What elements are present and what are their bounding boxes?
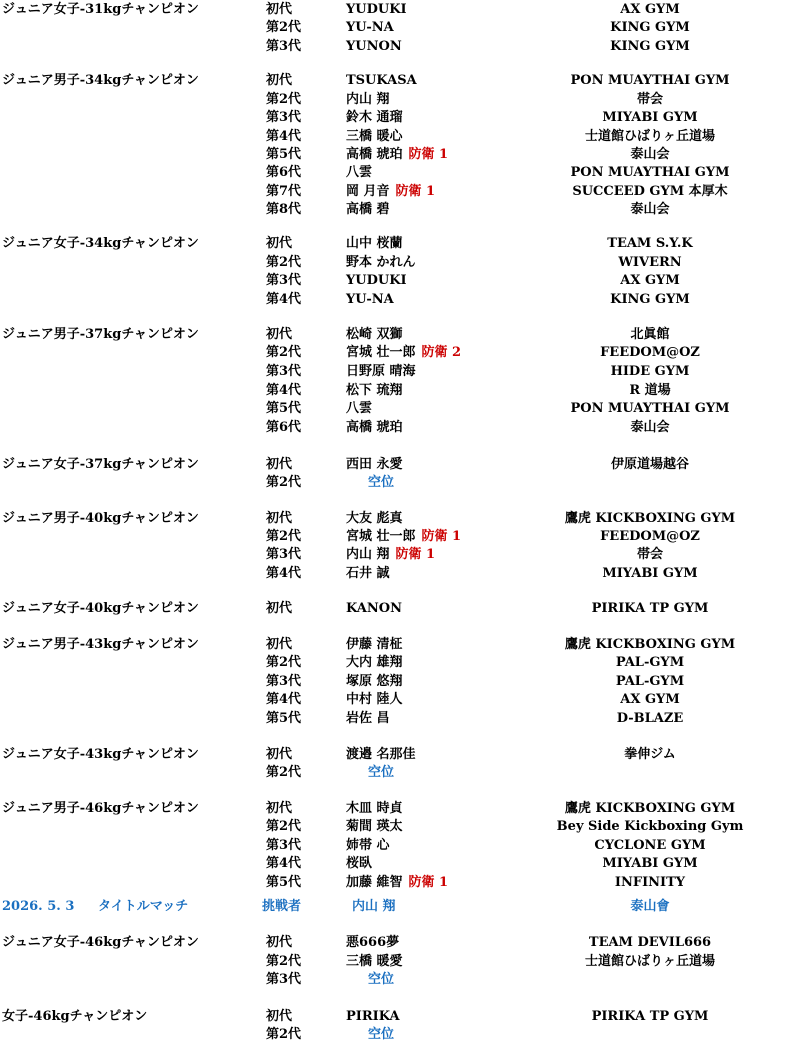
champion-name-text: TSUKASA	[346, 73, 417, 88]
champion-name-text: 渡邉 名那佳	[346, 747, 416, 762]
champion-name	[346, 164, 372, 182]
champion-row	[0, 164, 798, 182]
generation-label: 第4代	[266, 566, 302, 581]
champion-name-text: 木皿 時貞	[346, 801, 403, 816]
gym-name: 士道館ひばりヶ丘道場	[584, 954, 716, 969]
gym-name: AX GYM	[620, 692, 680, 707]
generation-label: 初代	[266, 511, 293, 526]
gym-name: SUCCEED GYM 本厚木	[572, 184, 728, 199]
gym-name: PAL-GYM	[615, 674, 685, 689]
champion-row	[0, 673, 798, 691]
champion-name	[346, 291, 394, 309]
division-title: ジュニア女子-40kgチャンピオン	[2, 601, 199, 616]
champion-name	[346, 400, 372, 418]
generation-label: 第4代	[266, 292, 302, 307]
champion-row	[0, 874, 798, 892]
generation-label: 初代	[266, 1009, 293, 1024]
champion-row	[0, 654, 798, 672]
champion-row	[0, 400, 798, 418]
champion-name-text: YU-NA	[346, 292, 394, 307]
champion-name	[346, 109, 403, 127]
champion-name	[346, 710, 390, 728]
champion-row	[0, 254, 798, 272]
gym-name: PIRIKA TP GYM	[591, 601, 709, 616]
defense-count: 防衛 1	[395, 184, 436, 199]
gym-name: R 道場	[629, 383, 671, 398]
champion-name-text: 中村 陸人	[346, 692, 403, 707]
generation-label: 第2代	[266, 255, 302, 270]
champion-row	[0, 201, 798, 219]
champion-row	[0, 474, 798, 492]
generation-label: 第2代	[266, 655, 302, 670]
champion-name	[346, 528, 461, 546]
champion-row	[0, 272, 798, 290]
champion-row	[0, 1008, 798, 1026]
generation-label: 初代	[266, 2, 293, 17]
generation-label: 初代	[266, 935, 293, 950]
champion-row	[0, 183, 798, 201]
champion-row	[0, 818, 798, 836]
champion-name-text: 石井 誠	[346, 566, 390, 581]
champion-name	[346, 837, 390, 855]
generation-label: 初代	[266, 747, 293, 762]
generation-label: 第2代	[266, 954, 302, 969]
generation-label: 初代	[266, 801, 293, 816]
champion-name	[346, 254, 416, 272]
champion-name-text: 高橋 琥珀	[346, 420, 403, 435]
division-title: ジュニア男子-34kgチャンピオン	[2, 73, 199, 88]
champion-name	[346, 800, 403, 818]
division-title: 女子-46kgチャンピオン	[2, 1009, 148, 1024]
gym-name: 鷹虎 KICKBOXING GYM	[564, 511, 736, 526]
gym-name: INFINITY	[614, 875, 686, 890]
champion-name	[346, 19, 394, 37]
gym-name: 帯会	[636, 547, 664, 562]
event-label: タイトルマッチ	[98, 899, 189, 914]
gym-name: PAL-GYM	[615, 655, 685, 670]
champion-name-text: 山中 桜蘭	[346, 236, 403, 251]
generation-label: 第4代	[266, 692, 302, 707]
gym-name: PON MUAYTHAI GYM	[570, 165, 730, 180]
defense-count: 防衛 1	[408, 147, 449, 162]
gym-name: PIRIKA TP GYM	[591, 1009, 709, 1024]
champion-name-text: 加藤 維智	[346, 875, 403, 890]
champion-row	[0, 419, 798, 437]
champion-name	[346, 201, 390, 219]
champion-name	[346, 363, 416, 381]
champion-row	[0, 746, 798, 764]
generation-label: 第4代	[266, 383, 302, 398]
generation-label: 第3代	[266, 547, 302, 562]
generation-label: 第5代	[266, 875, 302, 890]
gym-name: 士道館ひばりヶ丘道場	[584, 129, 716, 144]
gym-name: 鷹虎 KICKBOXING GYM	[564, 801, 736, 816]
champion-name-text: 大内 雄翔	[346, 655, 403, 670]
division-title: ジュニア女子-43kgチャンピオン	[2, 747, 199, 762]
champion-name-text: 西田 永愛	[346, 457, 403, 472]
division-title: ジュニア女子-37kgチャンピオン	[2, 457, 199, 472]
champion-row	[0, 109, 798, 127]
champion-name-text: 大友 彪真	[346, 511, 403, 526]
gym-name: CYCLONE GYM	[594, 838, 706, 853]
generation-label: 第8代	[266, 202, 302, 217]
champion-row	[0, 1, 798, 19]
generation-label: 第3代	[266, 838, 302, 853]
champion-name-text: 八雲	[346, 165, 373, 180]
champion-name-text: 野本 かれん	[346, 255, 416, 270]
champion-name	[346, 128, 403, 146]
champion-name-text: 内山 翔	[346, 547, 390, 562]
gym-name: AX GYM	[620, 2, 680, 17]
champion-row	[0, 326, 798, 344]
champion-row	[0, 800, 798, 818]
generation-label: 第3代	[266, 674, 302, 689]
gym-name: KING GYM	[610, 292, 690, 307]
champion-name-text: YUDUKI	[346, 273, 407, 288]
champion-name	[346, 146, 448, 164]
generation-label: 第3代	[266, 273, 302, 288]
champion-name	[346, 456, 403, 474]
champion-name-text: 三橋 暖心	[346, 129, 403, 144]
champion-name	[346, 1, 407, 19]
gym-name: 拳伸ジム	[624, 747, 676, 762]
champion-row	[0, 1026, 798, 1044]
generation-label: 初代	[266, 601, 293, 616]
champion-row	[0, 19, 798, 37]
generation-label: 第5代	[266, 711, 302, 726]
challenger-label: 挑戦者	[262, 899, 302, 914]
generation-label: 第2代	[266, 529, 302, 544]
champion-row	[0, 146, 798, 164]
gym-name: PON MUAYTHAI GYM	[570, 401, 730, 416]
champion-name-text: YU-NA	[346, 20, 394, 35]
champion-name	[346, 72, 417, 90]
champion-row	[0, 565, 798, 583]
generation-label: 第2代	[266, 92, 302, 107]
champion-name	[346, 272, 407, 290]
champion-name-text: 姉帯 心	[346, 838, 390, 853]
champion-name	[346, 600, 402, 618]
champion-name	[346, 510, 403, 528]
champion-name-text: 松崎 双獅	[346, 327, 403, 342]
gym-name: 泰山会	[630, 202, 670, 217]
champion-name	[346, 691, 403, 709]
gym-name: 鷹虎 KICKBOXING GYM	[564, 637, 736, 652]
champion-name-text: 日野原 晴海	[346, 364, 416, 379]
champion-row	[0, 636, 798, 654]
champion-row	[0, 971, 798, 989]
challenger-gym: 泰山會	[630, 899, 670, 914]
generation-label: 第6代	[266, 165, 302, 180]
champion-name	[346, 746, 416, 764]
title-match-row	[0, 898, 798, 916]
defense-count: 防衛 2	[421, 345, 462, 360]
champion-name-text: 内山 翔	[346, 92, 390, 107]
champion-row	[0, 344, 798, 362]
champion-row	[0, 235, 798, 253]
champion-row	[0, 38, 798, 56]
champion-name-text: 宮城 壮一郎	[346, 529, 416, 544]
champion-name-text: 鈴木 通瑠	[346, 110, 403, 125]
gym-name: 帯会	[636, 92, 664, 107]
generation-label: 第4代	[266, 129, 302, 144]
champion-row	[0, 710, 798, 728]
champion-row	[0, 382, 798, 400]
champion-row	[0, 91, 798, 109]
gym-name: HIDE GYM	[610, 364, 690, 379]
generation-label: 第3代	[266, 110, 302, 125]
champion-name-text: 松下 琉翔	[346, 383, 403, 398]
champion-row	[0, 72, 798, 90]
champion-name	[346, 565, 390, 583]
champion-name-text: 伊藤 清柾	[346, 637, 403, 652]
champion-name	[346, 953, 403, 971]
gym-name: MIYABI GYM	[602, 110, 698, 125]
gym-name: MIYABI GYM	[602, 566, 698, 581]
generation-label: 第5代	[266, 147, 302, 162]
champion-name-text: YUDUKI	[346, 2, 407, 17]
champion-row	[0, 600, 798, 618]
challenger-name: 内山 翔	[352, 899, 396, 914]
gym-name: WIVERN	[618, 255, 682, 270]
champion-name	[346, 326, 403, 344]
generation-label: 初代	[266, 457, 293, 472]
vacant-label: 空位	[368, 1027, 395, 1042]
defense-count: 防衛 1	[395, 547, 436, 562]
champion-name	[346, 1008, 400, 1026]
champion-name-text: 三橋 暖愛	[346, 954, 403, 969]
champion-name-text: 岩佐 昌	[346, 711, 390, 726]
gym-name: KING GYM	[610, 20, 690, 35]
gym-name: KING GYM	[610, 39, 690, 54]
champion-name	[346, 654, 403, 672]
generation-label: 第2代	[266, 765, 302, 780]
champion-name-text: 悪666夢	[346, 935, 400, 950]
division-title: ジュニア女子-31kgチャンピオン	[2, 2, 199, 17]
champion-row	[0, 934, 798, 952]
champion-name	[346, 818, 403, 836]
champion-row	[0, 953, 798, 971]
division-title: ジュニア男子-43kgチャンピオン	[2, 637, 199, 652]
champion-name	[346, 344, 461, 362]
champion-row	[0, 528, 798, 546]
champion-name-text: 八雲	[346, 401, 373, 416]
gym-name: 泰山会	[630, 147, 670, 162]
champion-row	[0, 363, 798, 381]
champion-row	[0, 456, 798, 474]
gym-name: D-BLAZE	[616, 711, 684, 726]
generation-label: 第2代	[266, 20, 302, 35]
champion-name-text: KANON	[346, 601, 402, 616]
gym-name: FEEDOM@OZ	[600, 345, 700, 360]
champion-name	[346, 382, 403, 400]
champion-name	[346, 855, 372, 873]
gym-name: MIYABI GYM	[602, 856, 698, 871]
champion-row	[0, 128, 798, 146]
division-title: ジュニア男子-40kgチャンピオン	[2, 511, 199, 526]
generation-label: 第5代	[266, 401, 302, 416]
champion-row	[0, 546, 798, 564]
division-title: ジュニア女子-34kgチャンピオン	[2, 236, 199, 251]
generation-label: 第4代	[266, 856, 302, 871]
champion-row	[0, 837, 798, 855]
generation-label: 初代	[266, 327, 293, 342]
champion-row	[0, 291, 798, 309]
division-title: ジュニア男子-46kgチャンピオン	[2, 801, 199, 816]
champion-name	[346, 38, 402, 56]
defense-count: 防衛 1	[408, 875, 449, 890]
champion-name	[346, 934, 399, 952]
generation-label: 第2代	[266, 345, 302, 360]
champion-name-text: 宮城 壮一郎	[346, 345, 416, 360]
generation-label: 第6代	[266, 420, 302, 435]
defense-count: 防衛 1	[421, 529, 462, 544]
vacant-label: 空位	[368, 972, 395, 987]
champion-name	[346, 546, 435, 564]
gym-name: Bey Side Kickboxing Gym	[556, 819, 744, 834]
champion-name	[346, 91, 390, 109]
champion-row	[0, 691, 798, 709]
champion-row	[0, 764, 798, 782]
champion-name-text: YUNON	[346, 39, 402, 54]
generation-label: 第3代	[266, 364, 302, 379]
vacant-label: 空位	[368, 765, 395, 780]
gym-name: 北眞館	[630, 327, 670, 342]
gym-name: FEEDOM@OZ	[600, 529, 700, 544]
generation-label: 第2代	[266, 475, 302, 490]
vacant-label: 空位	[368, 475, 395, 490]
division-title: ジュニア女子-46kgチャンピオン	[2, 935, 199, 950]
generation-label: 第3代	[266, 39, 302, 54]
champion-row	[0, 855, 798, 873]
generation-label: 初代	[266, 73, 293, 88]
generation-label: 第3代	[266, 972, 302, 987]
gym-name: PON MUAYTHAI GYM	[570, 73, 730, 88]
generation-label: 第2代	[266, 1027, 302, 1042]
champion-name	[346, 183, 435, 201]
champion-name-text: PIRIKA	[346, 1009, 400, 1024]
champion-name	[346, 636, 403, 654]
generation-label: 初代	[266, 236, 293, 251]
champion-name-text: 高橋 碧	[346, 202, 390, 217]
champion-row	[0, 510, 798, 528]
champion-name-text: 桜臥	[346, 856, 373, 871]
gym-name: AX GYM	[620, 273, 680, 288]
event-date: 2026. 5. 3	[2, 899, 75, 914]
division-title: ジュニア男子-37kgチャンピオン	[2, 327, 199, 342]
champion-name-text: 菊間 瑛太	[346, 819, 403, 834]
champion-name-text: 高橋 琥珀	[346, 147, 403, 162]
champion-name	[346, 874, 448, 892]
generation-label: 初代	[266, 637, 293, 652]
champion-name	[346, 419, 403, 437]
champion-name	[346, 673, 403, 691]
champion-name-text: 塚原 悠翔	[346, 674, 403, 689]
champion-name-text: 岡 月音	[346, 184, 390, 199]
champion-name	[346, 235, 403, 253]
gym-name: 泰山会	[630, 420, 670, 435]
generation-label: 第7代	[266, 184, 302, 199]
gym-name: TEAM DEVIL666	[588, 935, 712, 950]
generation-label: 第2代	[266, 819, 302, 834]
gym-name: 伊原道場越谷	[610, 457, 690, 472]
gym-name: TEAM S.Y.K	[607, 236, 693, 251]
